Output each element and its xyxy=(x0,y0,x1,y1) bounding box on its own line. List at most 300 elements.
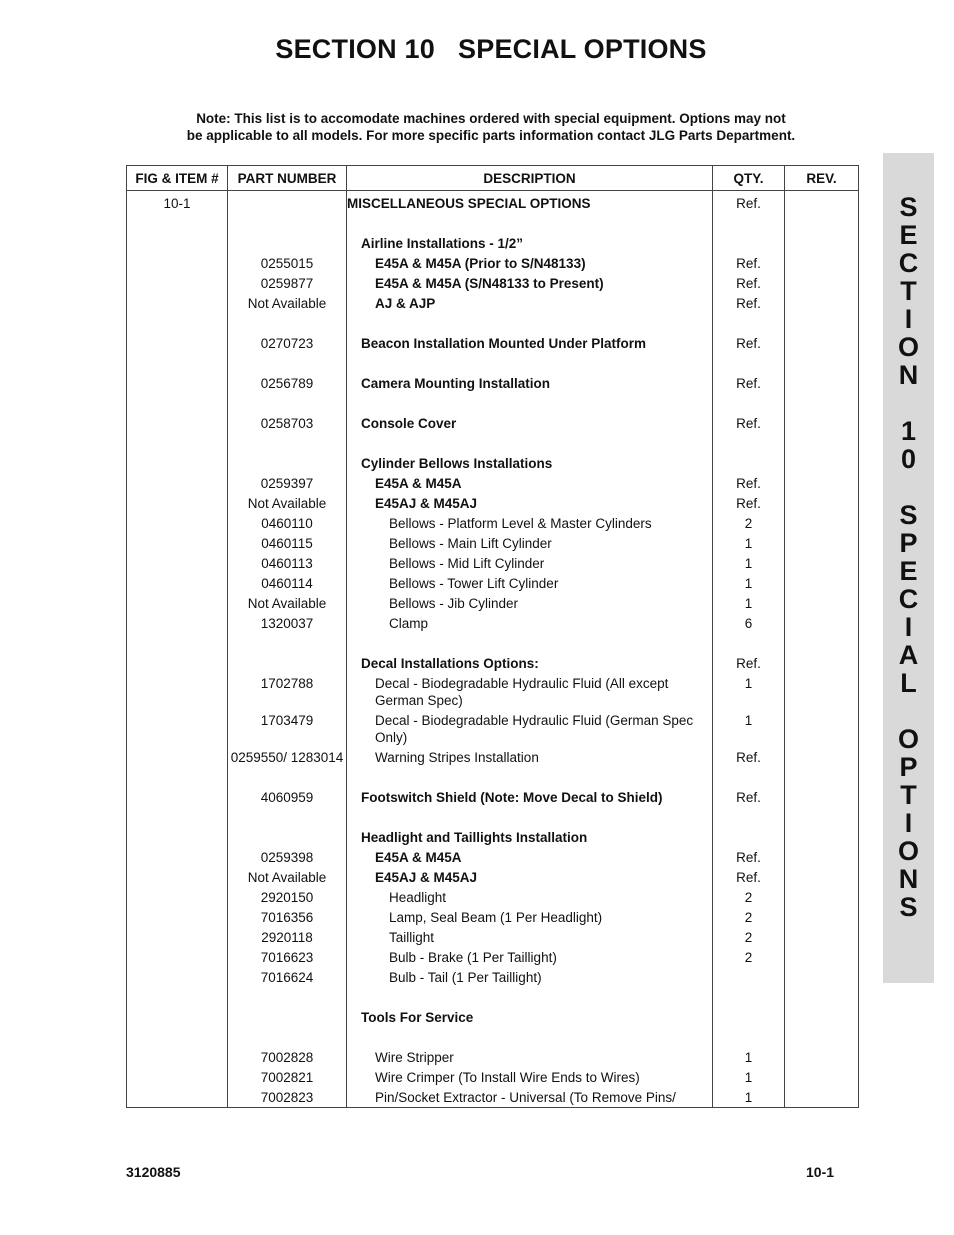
description-text: Camera Mounting Installation xyxy=(361,376,551,391)
cell-qty: 1 xyxy=(713,1067,785,1087)
description-text: Decal - Biodegradable Hydraulic Fluid (All except German Spec) xyxy=(375,676,669,708)
cell-part-number: 7016624 xyxy=(228,967,347,987)
cell-fig-item xyxy=(127,1087,228,1108)
side-tab-letter: I xyxy=(904,612,913,642)
cell-description xyxy=(347,191,713,214)
side-tab-letter: T xyxy=(900,276,917,306)
cell-qty: 1 xyxy=(713,1047,785,1067)
document-number: 3120885 xyxy=(126,1164,181,1180)
cell-rev xyxy=(785,947,859,967)
cell-description xyxy=(347,787,713,807)
side-tab-letter: E xyxy=(899,556,918,586)
cell-rev xyxy=(785,747,859,767)
table-row xyxy=(127,767,859,787)
cell-qty: 2 xyxy=(713,947,785,967)
cell-part-number: Not Available xyxy=(228,593,347,613)
table-row xyxy=(127,1007,859,1027)
cell-description xyxy=(347,673,713,710)
table-row xyxy=(127,947,859,967)
cell-qty xyxy=(713,393,785,413)
table-row xyxy=(127,433,859,453)
cell-rev xyxy=(785,513,859,533)
table-row xyxy=(127,827,859,847)
description-text: E45A & M45A (S/N48133 to Present) xyxy=(375,276,604,291)
cell-description xyxy=(347,573,713,593)
cell-fig-item xyxy=(127,313,228,333)
table-row xyxy=(127,413,859,433)
table-row xyxy=(127,847,859,867)
cell-fig-item xyxy=(127,613,228,633)
cell-rev xyxy=(785,253,859,273)
cell-description xyxy=(347,453,713,473)
cell-rev xyxy=(785,807,859,827)
cell-qty xyxy=(713,453,785,473)
cell-description xyxy=(347,747,713,767)
cell-rev xyxy=(785,593,859,613)
table-row xyxy=(127,293,859,313)
cell-description xyxy=(347,333,713,353)
cell-fig-item xyxy=(127,767,228,787)
cell-fig-item xyxy=(127,573,228,593)
cell-part-number: 2920118 xyxy=(228,927,347,947)
cell-part-number: 0460115 xyxy=(228,533,347,553)
table-row xyxy=(127,867,859,887)
cell-rev xyxy=(785,313,859,333)
table-row xyxy=(127,967,859,987)
cell-qty: 6 xyxy=(713,613,785,633)
note-line-1: Note: This list is to accomodate machines ordered with special equipment. Options may not xyxy=(196,111,786,126)
cell-rev xyxy=(785,573,859,593)
cell-rev xyxy=(785,333,859,353)
cell-part-number: 0259550/ 1283014 xyxy=(228,747,347,767)
cell-fig-item xyxy=(127,747,228,767)
cell-fig-item xyxy=(127,493,228,513)
table-row xyxy=(127,787,859,807)
table-row xyxy=(127,213,859,233)
cell-fig-item xyxy=(127,1007,228,1027)
cell-part-number xyxy=(228,453,347,473)
cell-description xyxy=(347,413,713,433)
header-description: DESCRIPTION xyxy=(347,166,713,191)
cell-description xyxy=(347,987,713,1007)
cell-qty xyxy=(713,1007,785,1027)
cell-part-number: Not Available xyxy=(228,293,347,313)
cell-rev xyxy=(785,233,859,253)
cell-qty: 1 xyxy=(713,593,785,613)
cell-rev xyxy=(785,613,859,633)
cell-rev xyxy=(785,273,859,293)
cell-fig-item xyxy=(127,710,228,747)
cell-fig-item xyxy=(127,533,228,553)
cell-fig-item xyxy=(127,673,228,710)
cell-part-number: 0259877 xyxy=(228,273,347,293)
description-text: Bellows - Mid Lift Cylinder xyxy=(389,556,545,571)
cell-qty: Ref. xyxy=(713,473,785,493)
cell-part-number: Not Available xyxy=(228,493,347,513)
table-row xyxy=(127,393,859,413)
table-body xyxy=(127,191,859,1108)
cell-qty: 1 xyxy=(713,673,785,710)
description-text: Wire Stripper xyxy=(375,1050,454,1065)
cell-qty: Ref. xyxy=(713,373,785,393)
side-tab-letter: L xyxy=(900,668,917,698)
cell-fig-item xyxy=(127,807,228,827)
cell-fig-item xyxy=(127,593,228,613)
cell-rev xyxy=(785,533,859,553)
cell-fig-item xyxy=(127,1067,228,1087)
cell-fig-item xyxy=(127,293,228,313)
cell-qty: Ref. xyxy=(713,747,785,767)
header-qty: QTY. xyxy=(713,166,785,191)
table-row xyxy=(127,673,859,710)
cell-description xyxy=(347,1047,713,1067)
table-row xyxy=(127,1027,859,1047)
cell-rev xyxy=(785,191,859,214)
cell-description xyxy=(347,353,713,373)
cell-part-number xyxy=(228,987,347,1007)
cell-rev xyxy=(785,413,859,433)
side-tab-letter: 0 xyxy=(900,444,917,474)
cell-qty: Ref. xyxy=(713,253,785,273)
side-tab-letter: N xyxy=(898,360,919,390)
cell-rev xyxy=(785,433,859,453)
section-side-tab xyxy=(883,153,934,983)
cell-fig-item xyxy=(127,453,228,473)
table-row xyxy=(127,907,859,927)
cell-part-number: 0259398 xyxy=(228,847,347,867)
side-tab-letter: O xyxy=(897,332,919,362)
side-tab-letter: S xyxy=(899,500,918,530)
side-tab-letter: O xyxy=(897,724,919,754)
cell-qty: Ref. xyxy=(713,293,785,313)
cell-rev xyxy=(785,633,859,653)
description-text: E45AJ & M45AJ xyxy=(375,496,478,511)
description-text: Wire Crimper (To Install Wire Ends to Wires) xyxy=(375,1070,640,1085)
cell-part-number xyxy=(228,233,347,253)
cell-description xyxy=(347,1087,713,1108)
cell-description xyxy=(347,867,713,887)
cell-description xyxy=(347,293,713,313)
cell-fig-item xyxy=(127,373,228,393)
table-row xyxy=(127,493,859,513)
cell-fig-item xyxy=(127,253,228,273)
cell-qty xyxy=(713,967,785,987)
cell-fig-item xyxy=(127,847,228,867)
cell-part-number: 7002823 xyxy=(228,1087,347,1108)
cell-qty: Ref. xyxy=(713,653,785,673)
cell-rev xyxy=(785,867,859,887)
cell-part-number: 0255015 xyxy=(228,253,347,273)
table-row xyxy=(127,987,859,1007)
cell-description xyxy=(347,593,713,613)
description-text: Beacon Installation Mounted Under Platform xyxy=(361,336,647,351)
side-tab-letter: P xyxy=(899,528,918,558)
cell-part-number xyxy=(228,633,347,653)
cell-part-number xyxy=(228,827,347,847)
cell-fig-item xyxy=(127,273,228,293)
side-tab-letter: S xyxy=(899,892,918,922)
cell-rev xyxy=(785,673,859,710)
description-text: Decal - Biodegradable Hydraulic Fluid (German Spec Only) xyxy=(375,713,694,745)
cell-part-number xyxy=(228,1027,347,1047)
cell-qty xyxy=(713,827,785,847)
cell-description xyxy=(347,807,713,827)
cell-description xyxy=(347,373,713,393)
cell-description xyxy=(347,253,713,273)
cell-description xyxy=(347,767,713,787)
cell-description xyxy=(347,433,713,453)
table-row xyxy=(127,593,859,613)
cell-qty xyxy=(713,1027,785,1047)
cell-part-number xyxy=(228,1007,347,1027)
cell-fig-item xyxy=(127,653,228,673)
cell-rev xyxy=(785,373,859,393)
cell-fig-item xyxy=(127,233,228,253)
table-row xyxy=(127,233,859,253)
cell-description xyxy=(347,233,713,253)
cell-qty xyxy=(713,807,785,827)
cell-description xyxy=(347,553,713,573)
cell-rev xyxy=(785,827,859,847)
cell-part-number: 0258703 xyxy=(228,413,347,433)
cell-description xyxy=(347,887,713,907)
cell-qty xyxy=(713,433,785,453)
header-rev: REV. xyxy=(785,166,859,191)
cell-description xyxy=(347,513,713,533)
cell-part-number: 7016623 xyxy=(228,947,347,967)
cell-qty: 1 xyxy=(713,710,785,747)
description-text: Lamp, Seal Beam (1 Per Headlight) xyxy=(389,910,603,925)
page-number: 10-1 xyxy=(806,1164,835,1180)
table-row xyxy=(127,927,859,947)
cell-fig-item xyxy=(127,927,228,947)
description-text: MISCELLANEOUS SPECIAL OPTIONS xyxy=(347,196,591,211)
cell-rev xyxy=(785,453,859,473)
cell-description xyxy=(347,1007,713,1027)
header-fig-item: FIG & ITEM # xyxy=(127,166,228,191)
cell-qty: 2 xyxy=(713,907,785,927)
table-row xyxy=(127,633,859,653)
cell-description xyxy=(347,927,713,947)
description-text: Bellows - Jib Cylinder xyxy=(389,596,519,611)
cell-rev xyxy=(785,1087,859,1108)
cell-description xyxy=(347,493,713,513)
description-text: Clamp xyxy=(389,616,429,631)
table-row xyxy=(127,373,859,393)
cell-qty: Ref. xyxy=(713,787,785,807)
cell-qty: Ref. xyxy=(713,847,785,867)
description-text: Bulb - Brake (1 Per Taillight) xyxy=(389,950,557,965)
description-text: AJ & AJP xyxy=(375,296,436,311)
cell-rev xyxy=(785,293,859,313)
cell-qty xyxy=(713,353,785,373)
side-tab-letter: S xyxy=(899,192,918,222)
cell-part-number: 0256789 xyxy=(228,373,347,393)
cell-fig-item xyxy=(127,513,228,533)
cell-fig-item xyxy=(127,353,228,373)
cell-part-number: 1702788 xyxy=(228,673,347,710)
cell-fig-item xyxy=(127,633,228,653)
cell-part-number xyxy=(228,191,347,214)
cell-qty: 1 xyxy=(713,1087,785,1108)
cell-description xyxy=(347,213,713,233)
cell-part-number xyxy=(228,353,347,373)
side-tab-letter: O xyxy=(897,836,919,866)
cell-qty xyxy=(713,633,785,653)
table-row xyxy=(127,653,859,673)
side-tab-letter: P xyxy=(899,752,918,782)
description-text: Bellows - Main Lift Cylinder xyxy=(389,536,552,551)
cell-part-number: 0460110 xyxy=(228,513,347,533)
cell-description xyxy=(347,847,713,867)
cell-description xyxy=(347,710,713,747)
table-row xyxy=(127,533,859,553)
cell-qty: Ref. xyxy=(713,273,785,293)
cell-rev xyxy=(785,787,859,807)
cell-qty xyxy=(713,213,785,233)
cell-rev xyxy=(785,847,859,867)
cell-qty: 2 xyxy=(713,927,785,947)
side-tab-letter: E xyxy=(899,220,918,250)
description-text: Airline Installations - 1/2” xyxy=(361,236,524,251)
cell-qty: 1 xyxy=(713,553,785,573)
cell-fig-item xyxy=(127,333,228,353)
cell-qty: Ref. xyxy=(713,333,785,353)
cell-description xyxy=(347,273,713,293)
cell-rev xyxy=(785,213,859,233)
cell-description xyxy=(347,393,713,413)
parts-table xyxy=(126,165,859,1108)
table-row xyxy=(127,573,859,593)
table-row xyxy=(127,1087,859,1108)
cell-rev xyxy=(785,967,859,987)
cell-rev xyxy=(785,1067,859,1087)
side-tab-letter: C xyxy=(898,584,919,614)
table-header-row xyxy=(127,166,859,191)
cell-rev xyxy=(785,987,859,1007)
note-line-2: be applicable to all models. For more specific parts information contact JLG Parts Department. xyxy=(186,128,796,143)
cell-fig-item xyxy=(127,213,228,233)
cell-rev xyxy=(785,653,859,673)
cell-description xyxy=(347,1067,713,1087)
cell-qty: 1 xyxy=(713,573,785,593)
side-tab-letter: N xyxy=(898,864,919,894)
side-tab-letter: I xyxy=(904,808,913,838)
description-text: E45A & M45A xyxy=(375,850,462,865)
table-row xyxy=(127,313,859,333)
cell-rev xyxy=(785,907,859,927)
description-text: Bulb - Tail (1 Per Taillight) xyxy=(389,970,542,985)
cell-part-number: 4060959 xyxy=(228,787,347,807)
description-text: E45A & M45A (Prior to S/N48133) xyxy=(375,256,586,271)
cell-part-number: 2920150 xyxy=(228,887,347,907)
description-text: Tools For Service xyxy=(361,1010,474,1025)
table-row xyxy=(127,710,859,747)
cell-part-number: 7016356 xyxy=(228,907,347,927)
cell-qty: Ref. xyxy=(713,493,785,513)
cell-description xyxy=(347,653,713,673)
cell-part-number xyxy=(228,807,347,827)
cell-fig-item xyxy=(127,433,228,453)
cell-description xyxy=(347,633,713,653)
cell-part-number xyxy=(228,653,347,673)
side-tab-letter: A xyxy=(898,640,919,670)
cell-rev xyxy=(785,1047,859,1067)
table-row xyxy=(127,473,859,493)
cell-fig-item xyxy=(127,1027,228,1047)
cell-part-number: 0259397 xyxy=(228,473,347,493)
cell-part-number xyxy=(228,213,347,233)
cell-rev xyxy=(785,393,859,413)
cell-rev xyxy=(785,553,859,573)
cell-part-number xyxy=(228,313,347,333)
cell-fig-item: 10-1 xyxy=(127,191,228,214)
cell-part-number: 0460113 xyxy=(228,553,347,573)
cell-fig-item xyxy=(127,787,228,807)
cell-qty: 1 xyxy=(713,533,785,553)
cell-qty: 2 xyxy=(713,887,785,907)
description-text: Footswitch Shield (Note: Move Decal to Shield) xyxy=(361,790,663,805)
cell-description xyxy=(347,907,713,927)
description-text: Cylinder Bellows Installations xyxy=(361,456,553,471)
cell-part-number: Not Available xyxy=(228,867,347,887)
cell-part-number: 0460114 xyxy=(228,573,347,593)
cell-part-number: 1703479 xyxy=(228,710,347,747)
description-text: Decal Installations Options: xyxy=(361,656,539,671)
cell-fig-item xyxy=(127,887,228,907)
cell-qty xyxy=(713,233,785,253)
table-row xyxy=(127,807,859,827)
cell-fig-item xyxy=(127,393,228,413)
cell-fig-item xyxy=(127,473,228,493)
cell-rev xyxy=(785,353,859,373)
cell-fig-item xyxy=(127,907,228,927)
table-row xyxy=(127,747,859,767)
table-row xyxy=(127,453,859,473)
description-text: Taillight xyxy=(389,930,435,945)
table-row xyxy=(127,553,859,573)
side-tab-letter: C xyxy=(898,248,919,278)
table-row xyxy=(127,887,859,907)
cell-part-number: 0270723 xyxy=(228,333,347,353)
cell-rev xyxy=(785,1027,859,1047)
description-text: Headlight and Taillights Installation xyxy=(361,830,588,845)
cell-qty xyxy=(713,313,785,333)
cell-part-number xyxy=(228,393,347,413)
description-text: E45A & M45A xyxy=(375,476,462,491)
description-text: Headlight xyxy=(389,890,447,905)
table-row xyxy=(127,1067,859,1087)
cell-qty xyxy=(713,767,785,787)
cell-description xyxy=(347,613,713,633)
table-row xyxy=(127,613,859,633)
description-text: Console Cover xyxy=(361,416,457,431)
cell-rev xyxy=(785,493,859,513)
cell-qty xyxy=(713,987,785,1007)
table-row xyxy=(127,353,859,373)
cell-rev xyxy=(785,927,859,947)
cell-qty: Ref. xyxy=(713,867,785,887)
cell-fig-item xyxy=(127,413,228,433)
description-text: Pin/Socket Extractor - Universal (To Remove Pins/ xyxy=(375,1090,676,1105)
cell-qty: Ref. xyxy=(713,191,785,214)
cell-description xyxy=(347,533,713,553)
page-note xyxy=(0,110,954,144)
table-row xyxy=(127,513,859,533)
cell-fig-item xyxy=(127,967,228,987)
cell-part-number xyxy=(228,433,347,453)
cell-fig-item xyxy=(127,987,228,1007)
